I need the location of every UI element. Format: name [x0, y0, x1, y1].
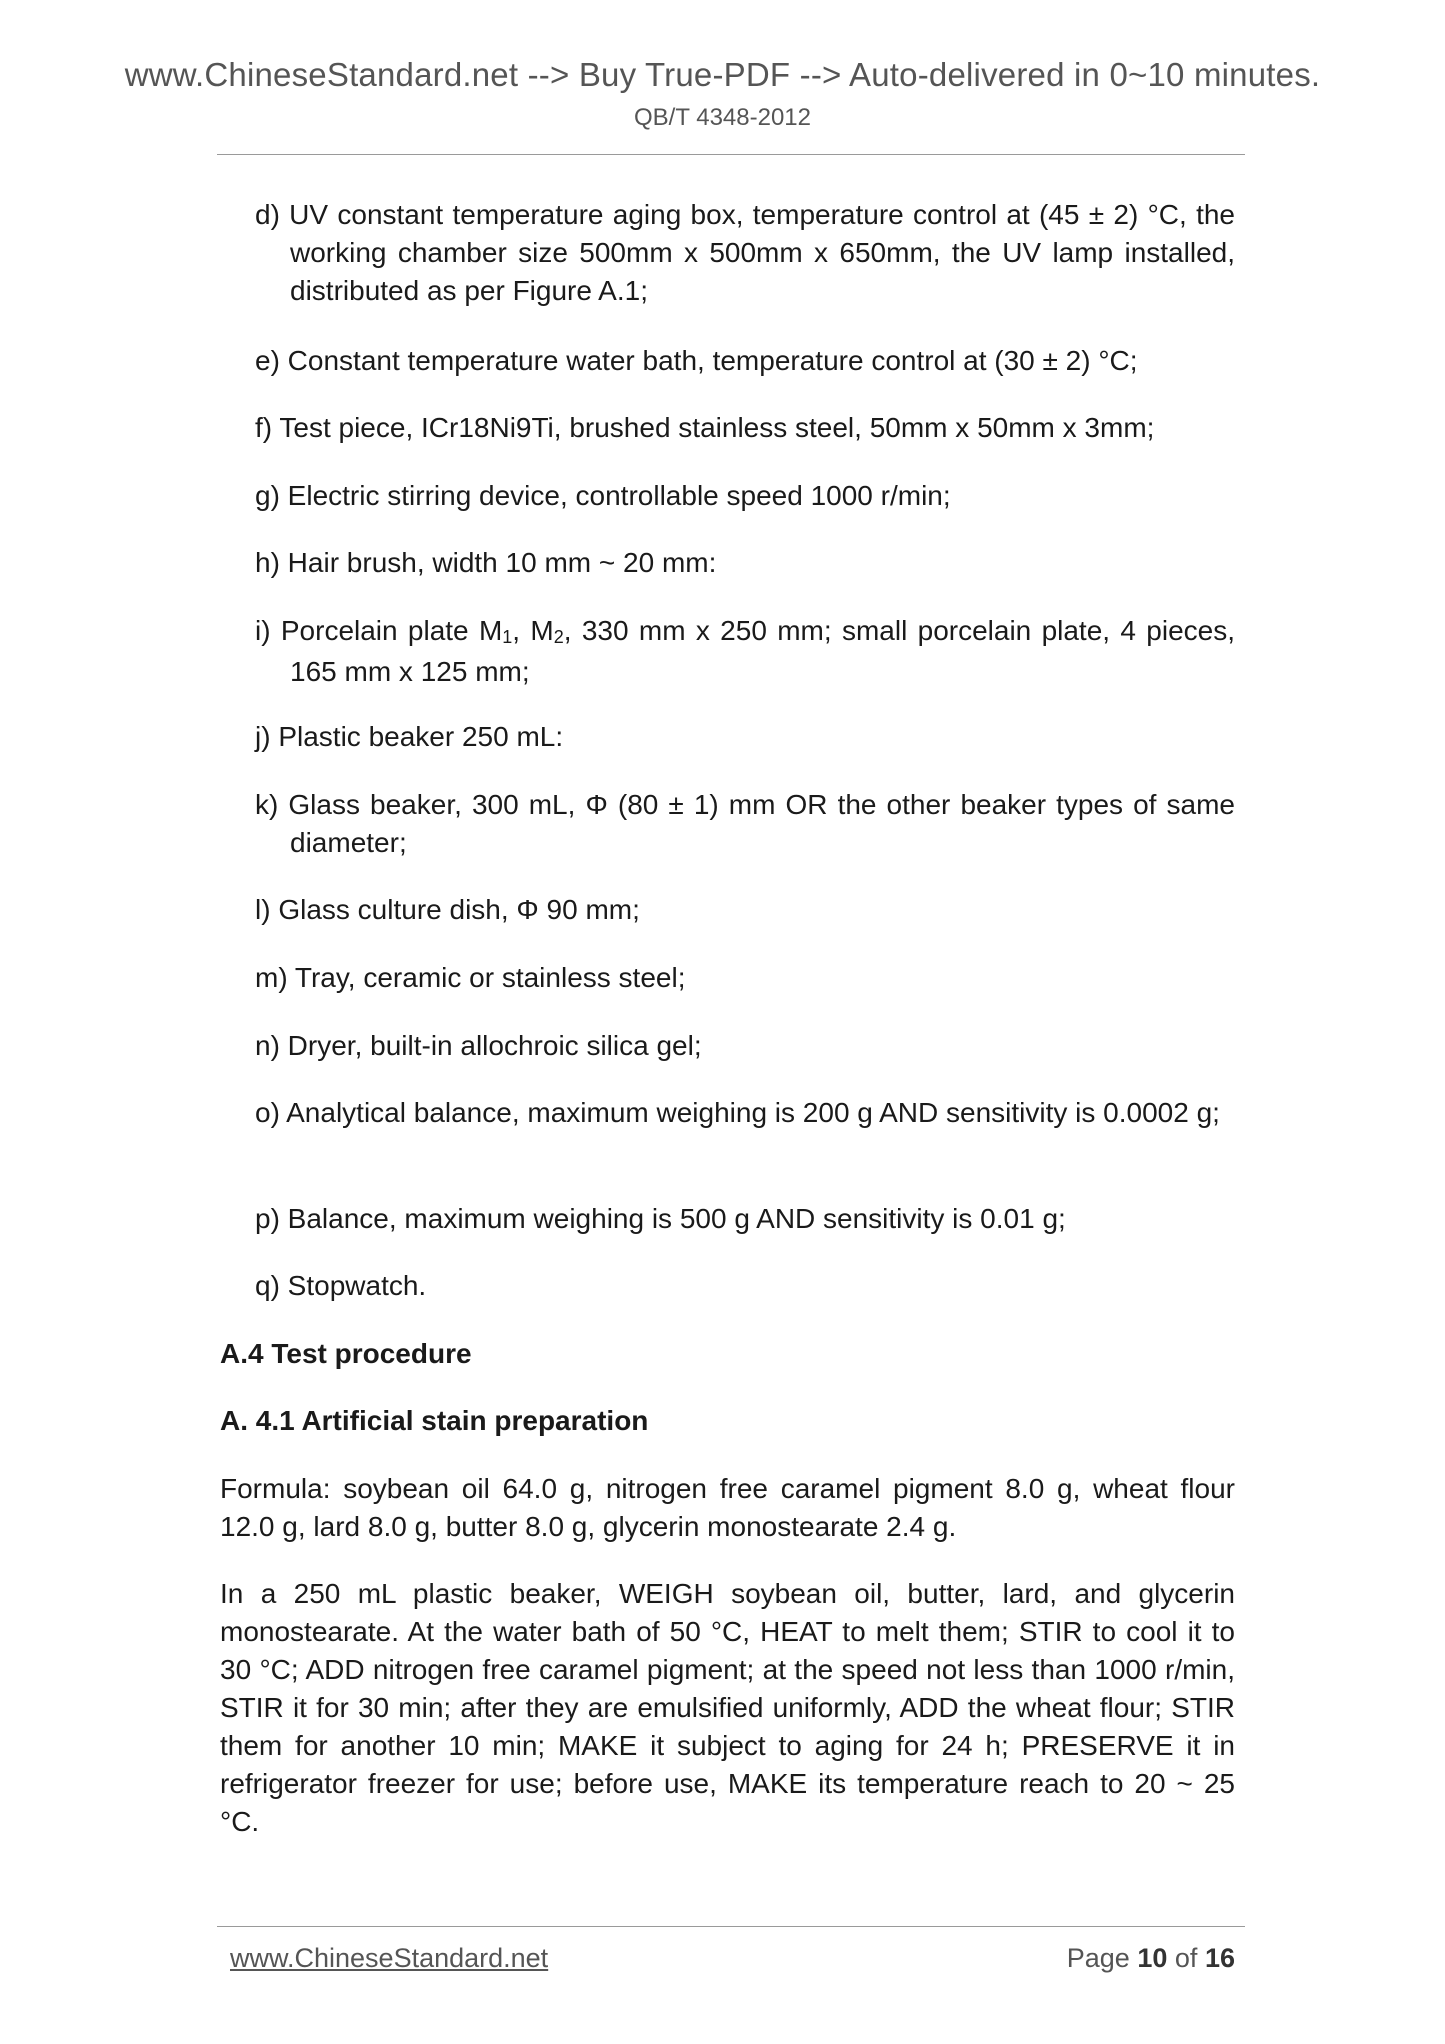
page-total: 16	[1204, 1943, 1235, 1973]
list-item-p: p) Balance, maximum weighing is 500 g AND sensitivity is 0.01 g;	[255, 1203, 1066, 1234]
header-divider	[217, 154, 1245, 155]
list-item-f: f) Test piece, ICr18Ni9Ti, brushed stainless steel, 50mm x 50mm x 3mm;	[255, 412, 1155, 443]
list-item-j: j) Plastic beaker 250 mL:	[255, 721, 564, 752]
section-heading-a4: A.4 Test procedure	[220, 1338, 472, 1369]
list-item-i	[255, 612, 1235, 691]
list-item-l: l) Glass culture dish, Φ 90 mm;	[255, 894, 640, 925]
header-banner: www.ChineseStandard.net --> Buy True-PDF --> Auto-delivered in 0~10 minutes.	[124, 56, 1321, 93]
list-item-q: q) Stopwatch.	[255, 1270, 427, 1301]
list-item-i-prefix: i) Porcelain plate M	[255, 615, 503, 646]
page-of: of	[1174, 1943, 1198, 1973]
list-item-d: d) UV constant temperature aging box, temperature control at (45 ± 2) °C, the working chamber size 500mm x 500mm x 650mm, the UV lamp installed, distributed as per Figure A.1;	[255, 199, 1235, 306]
page-label: Page	[1066, 1943, 1130, 1973]
subscript-2: 2	[553, 627, 564, 647]
list-item-g: g) Electric stirring device, controllable speed 1000 r/min;	[255, 480, 951, 511]
page-current: 10	[1137, 1943, 1168, 1973]
formula-paragraph: Formula: soybean oil 64.0 g, nitrogen free caramel pigment 8.0 g, wheat flour 12.0 g, lard 8.0 g, butter 8.0 g, glycerin monostearate 2.4 g.	[220, 1473, 1235, 1542]
list-item-m: m) Tray, ceramic or stainless steel;	[255, 962, 686, 993]
standard-id: QB/T 4348-2012	[633, 104, 811, 131]
footer-site-link[interactable]: www.ChineseStandard.net	[230, 1943, 549, 1973]
procedure-paragraph: In a 250 mL plastic beaker, WEIGH soybean oil, butter, lard, and glycerin monostearate. At the water bath of 50 °C, HEAT to melt them; STIR to cool it to 30 °C; ADD nitrogen free caramel pigment; at the speed not less than 1000 r/min, STIR it for 30 min; after they are emulsified uniformly, ADD the wheat flour; STIR them for another 10 min; MAKE it subject to aging for 24 h; PRESERVE it in refrigerator freezer for use; before use, MAKE its temperature reach to 20 ~ 25 °C.	[220, 1578, 1235, 1837]
subscript-1: 1	[502, 627, 513, 647]
list-item-o: o) Analytical balance, maximum weighing is 200 g AND sensitivity is 0.0002 g;	[255, 1097, 1220, 1128]
list-item-k: k) Glass beaker, 300 mL, Φ (80 ± 1) mm OR the other beaker types of same diameter;	[255, 789, 1235, 858]
page-number	[1067, 1943, 1235, 1974]
section-heading-a41: A. 4.1 Artificial stain preparation	[220, 1405, 649, 1436]
list-item-e: e) Constant temperature water bath, temperature control at (30 ± 2) °C;	[255, 345, 1138, 376]
footer-divider	[217, 1926, 1245, 1927]
list-item-i-mid: , M	[512, 615, 554, 646]
list-item-i-suffix: , 330 mm x 250 mm; small porcelain plate, 4 pieces, 165 mm x 125 mm;	[290, 615, 1235, 687]
list-item-h: h) Hair brush, width 10 mm ~ 20 mm:	[255, 547, 717, 578]
list-item-n: n) Dryer, built-in allochroic silica gel;	[255, 1030, 702, 1061]
